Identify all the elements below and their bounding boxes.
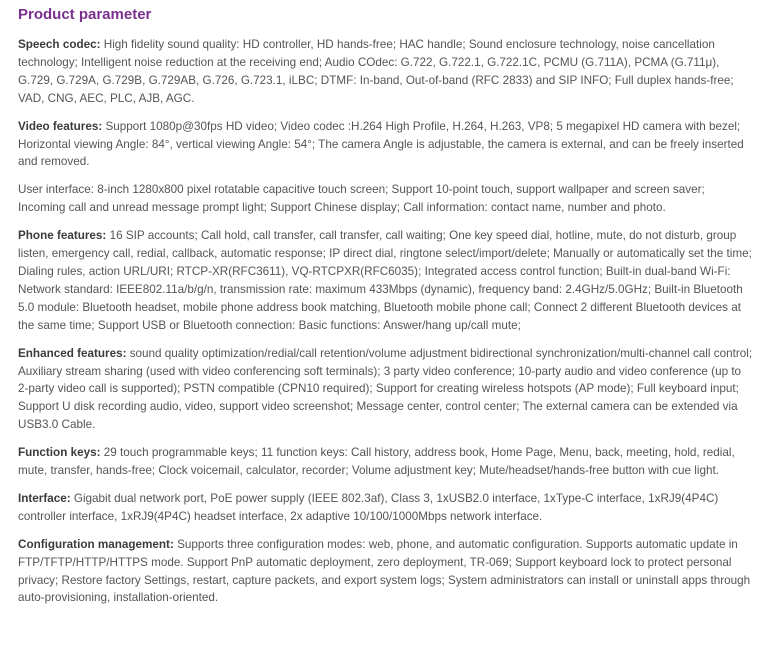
section-label: Function keys: [18, 446, 101, 460]
section-label: Enhanced features: [18, 346, 127, 360]
section-interface [18, 490, 754, 526]
section-enhanced-features [18, 345, 754, 435]
section-text: sound quality optimization/redial/call retention/volume adjustment bidirectional synchronization/multi-channel call control; Auxiliary stream sharing (used with video conferencing soft terminals); 3 party video conference; 10-party audio and video conference (up to 2-party video call is supported); PSTN compatible (CPN10 required); Support for creating wireless hotspots (AP mode); Full keyboard input; Support U disk recording audio, video, support video screenshot; Message center, control center; The external camera can be extended via USB3.0 Cable. [18, 346, 753, 432]
section-text: High fidelity sound quality: HD controller, HD hands-free; HAC handle; Sound enclosure technology, noise cancellation technology; Intelligent noise reduction at the receiving end; Audio COdec: G.722, G.722.1, G.722.1C, PCMU (G.711A), PCMA (G.711μ), G.729, G.729A, G.729B, G.729AB, G.726, G.723.1, iLBC; DTMF: In-band, Out-of-band (RFC 2833) and SIP INFO; Full duplex hands-free; VAD, CNG, AEC, PLC, AJB, AGC. [18, 38, 734, 105]
section-text: Support 1080p@30fps HD video; Video codec :H.264 High Profile, H.264, H.263, VP8; 5 megapixel HD camera with bezel; Horizontal viewing Angle: 84°, vertical viewing Angle: 54°; The camera Angle is adjustable, the camera is external, and can be freely inserted and removed. [18, 119, 744, 169]
section-label: Configuration management: [18, 537, 174, 551]
section-video-features [18, 118, 754, 172]
section-function-keys [18, 444, 754, 480]
section-configuration-management [18, 536, 754, 608]
section-user-interface [18, 181, 754, 217]
section-text: User interface: 8-inch 1280x800 pixel rotatable capacitive touch screen; Support 10-point touch, support wallpaper and screen saver; Incoming call and unread message prompt light; Support Chinese display; Call information: contact name, number and photo. [18, 183, 705, 215]
section-label: Video features: [18, 119, 103, 133]
section-label: Interface: [18, 491, 71, 505]
section-phone-features [18, 227, 754, 334]
section-text: Gigabit dual network port, PoE power supply (IEEE 802.3af), Class 3, 1xUSB2.0 interface, 1xType-C interface, 1xRJ9(4P4C) controller interface, 1xRJ9(4P4C) headset interface, 2x adaptive 10/100/1000Mbps network interface. [18, 491, 719, 523]
section-text: Supports three configuration modes: web, phone, and automatic configuration. Supports automatic update in FTP/TFTP/HTTP/HTTPS mode. Support PnP automatic deployment, zero deployment, TR-069; Support keyboard lock to protect personal privacy; Restore factory Settings, restart, capture packets, and export system logs; System administrators can install or uninstall apps through auto-provisioning, installation-oriented. [18, 537, 751, 605]
section-speech-codec [18, 36, 754, 108]
section-label: Phone features: [18, 229, 107, 243]
section-text: 29 touch programmable keys; 11 function keys: Call history, address book, Home Page, Menu, back, meeting, hold, redial, mute, transfer, hands-free; Clock voicemail, calculator, recorder; Volume adjustment key; Mute/headset/hands-free button with cue light. [18, 446, 735, 478]
page-title: Product parameter [18, 6, 152, 23]
section-label: Speech codec: [18, 38, 101, 51]
section-text: 16 SIP accounts; Call hold, call transfer, call transfer, call waiting; One key speed dial, hotline, mute, do not disturb, group listen, emergency call, redial, callback, automatic response; IP direct dial, ringtone select/import/delete; Manually or automatically set the time; Dialing rules, action URL/URI; RTCP-XR(RFC3611), VQ-RTCPXR(RFC6035); Integrated access control function; Built-in dual-band Wi-Fi: Network standard: IEEE802.11a/b/g/n, transmission rate: maximum 433Mbps (dynamic), frequency band: 2.4GHz/5.0GHz; Built-in Bluetooth 5.0 module: Bluetooth headset, mobile phone address book matching, Bluetooth mobile phone call; Connect 2 different Bluetooth devices at the same time; Support USB or Bluetooth connection: Basic functions: Answer/hang up/call mute; [18, 229, 752, 332]
